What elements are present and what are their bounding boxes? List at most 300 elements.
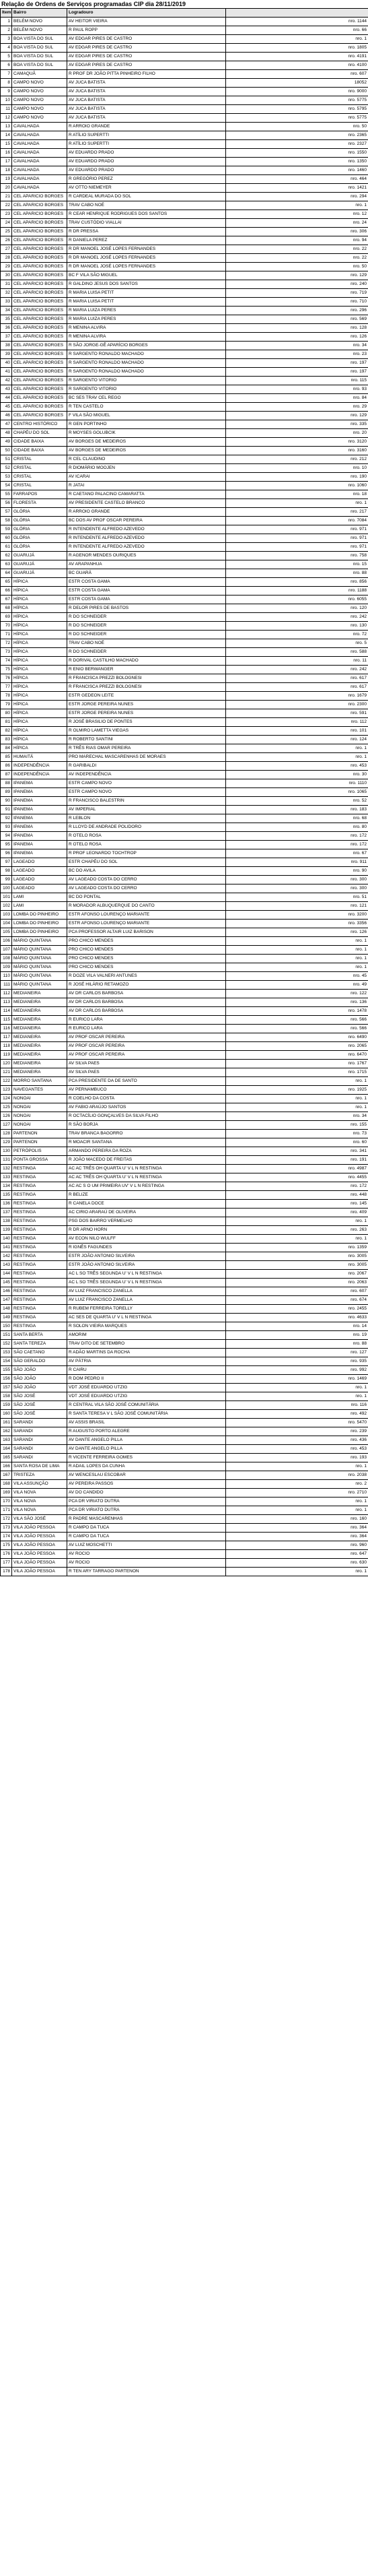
cell-numero: nro. 4191 <box>226 53 368 61</box>
cell-item: 94 <box>1 832 12 841</box>
cell-numero: nro. 6470 <box>226 1051 368 1060</box>
cell-item: 140 <box>1 1235 12 1244</box>
cell-logradouro: R ENIO BERWANGER <box>67 666 226 674</box>
cell-numero: nro. 1 <box>226 1235 368 1244</box>
cell-bairro: HÍPICA <box>12 727 67 736</box>
cell-logradouro: R GREGÓRIO PEREZ <box>67 175 226 184</box>
cell-item: 1 <box>1 18 12 26</box>
cell-bairro: INDEPENDÊNCIA <box>12 771 67 779</box>
table-row <box>1 149 368 158</box>
cell-logradouro: R DOM PEDRO II <box>67 1375 226 1384</box>
cell-item: 106 <box>1 937 12 946</box>
cell-item: 160 <box>1 1410 12 1419</box>
cell-logradouro: ESTR JORGE PEREIRA NUNES <box>67 701 226 709</box>
cell-logradouro: R DR MANOEL JOSÉ LOPES FERNANDES <box>67 263 226 271</box>
cell-numero: nro. 1469 <box>226 1375 368 1384</box>
cell-numero: nro. 3160 <box>226 447 368 455</box>
cell-numero: nro. 1679 <box>226 692 368 701</box>
cell-numero: nro. 617 <box>226 674 368 683</box>
cell-bairro: MEDIANEIRA <box>12 1068 67 1077</box>
cell-logradouro: ESTR JORGE PEREIRA NUNES <box>67 709 226 718</box>
cell-bairro: IPANEMA <box>12 832 67 841</box>
cell-bairro: VILA JOÃO PESSOA <box>12 1568 67 1576</box>
cell-item: 27 <box>1 245 12 254</box>
cell-logradouro: R PAUL ROPP <box>67 26 226 35</box>
cell-logradouro: R RUBEM FERREIRA TORELLY <box>67 1305 226 1314</box>
cell-bairro: VILA NOVA <box>12 1506 67 1515</box>
cell-bairro: RESTINGA <box>12 1244 67 1252</box>
cell-bairro: CENTRO HISTÓRICO <box>12 420 67 429</box>
table-row <box>1 1226 368 1235</box>
cell-bairro: LOMBA DO PINHEIRO <box>12 920 67 928</box>
cell-item: 14 <box>1 131 12 140</box>
table-row <box>1 18 368 26</box>
cell-bairro: CEL APARICIO BORGES <box>12 280 67 289</box>
cell-item: 65 <box>1 578 12 587</box>
cell-bairro: HÍPICA <box>12 595 67 604</box>
cell-item: 121 <box>1 1068 12 1077</box>
cell-item: 168 <box>1 1480 12 1489</box>
table-row <box>1 1191 368 1200</box>
cell-numero: nro. 128 <box>226 324 368 333</box>
cell-item: 58 <box>1 517 12 525</box>
cell-logradouro: R CAIRU <box>67 1366 226 1375</box>
cell-logradouro: R SÃO BORJA <box>67 1121 226 1130</box>
cell-bairro: MÁRIO QUINTANA <box>12 963 67 972</box>
cell-item: 5 <box>1 53 12 61</box>
cell-numero: nro. 101 <box>226 727 368 736</box>
table-row <box>1 53 368 61</box>
table-row <box>1 1086 368 1095</box>
cell-item: 12 <box>1 114 12 123</box>
cell-logradouro: PCA PRESIDENTE DA DE SANTO <box>67 1077 226 1086</box>
table-row <box>1 1270 368 1279</box>
table-row <box>1 1471 368 1480</box>
cell-numero: nro. 935 <box>226 1357 368 1366</box>
table-row <box>1 666 368 674</box>
table-row <box>1 1235 368 1244</box>
cell-item: 49 <box>1 438 12 447</box>
cell-item: 129 <box>1 1138 12 1147</box>
cell-logradouro: AV PROF OSCAR PEREIRA <box>67 1033 226 1042</box>
table-row <box>1 1357 368 1366</box>
cell-numero: nro. 67 <box>226 849 368 858</box>
cell-item: 125 <box>1 1103 12 1112</box>
cell-item: 124 <box>1 1095 12 1103</box>
cell-logradouro: R CENTRAL VILA SÃO JOSÉ COMUNITÁRIA <box>67 1401 226 1410</box>
cell-item: 66 <box>1 587 12 595</box>
cell-logradouro: R JATAI <box>67 482 226 490</box>
cell-numero: nro. 29 <box>226 403 368 412</box>
cell-numero: nro. 73 <box>226 1130 368 1138</box>
cell-item: 116 <box>1 1025 12 1033</box>
cell-item: 114 <box>1 1007 12 1016</box>
cell-item: 79 <box>1 701 12 709</box>
cell-logradouro: AC AC TRÊS OH QUARTA U' V L N RESTINGA <box>67 1165 226 1173</box>
table-row <box>1 1366 368 1375</box>
cell-bairro: CIDADE BAIXA <box>12 447 67 455</box>
table-row <box>1 1480 368 1489</box>
cell-logradouro: R TEN ARY TARRAGO PARTENON <box>67 1568 226 1576</box>
table-row <box>1 569 368 578</box>
cell-logradouro: R GALDINO JESUS DOS SANTOS <box>67 280 226 289</box>
cell-bairro: HÍPICA <box>12 587 67 595</box>
cell-numero: nro. 1 <box>226 1506 368 1515</box>
table-row <box>1 1051 368 1060</box>
cell-numero: nro. 566 <box>226 1025 368 1033</box>
cell-item: 84 <box>1 744 12 753</box>
cell-logradouro: R DO SCHNEIDER <box>67 613 226 622</box>
cell-logradouro: AV IMPERIAL <box>67 806 226 814</box>
table-row <box>1 517 368 525</box>
cell-bairro: HÍPICA <box>12 736 67 744</box>
cell-item: 172 <box>1 1515 12 1524</box>
table-row <box>1 193 368 201</box>
cell-logradouro: R EURICO LARA <box>67 1016 226 1025</box>
table-row <box>1 911 368 920</box>
table-row <box>1 753 368 762</box>
cell-numero: nro. 191 <box>226 1156 368 1165</box>
cell-numero: nro. 197 <box>226 368 368 377</box>
cell-bairro: SARANDI <box>12 1436 67 1445</box>
cell-logradouro: R OTELO ROSA <box>67 841 226 849</box>
cell-numero: nro. 22 <box>226 254 368 263</box>
cell-item: 163 <box>1 1436 12 1445</box>
table-body <box>1 18 368 1576</box>
cell-item: 92 <box>1 814 12 823</box>
cell-bairro: SARANDI <box>12 1445 67 1454</box>
cell-numero: nro. 68 <box>226 814 368 823</box>
table-row <box>1 1173 368 1182</box>
table-row <box>1 482 368 490</box>
cell-bairro: FLORESTA <box>12 499 67 508</box>
cell-bairro: CAVALHADA <box>12 140 67 149</box>
cell-bairro: SÃO GERALDO <box>12 1357 67 1366</box>
table-row <box>1 1305 368 1314</box>
table-row <box>1 508 368 517</box>
cell-logradouro: AV PROF OSCAR PEREIRA <box>67 1042 226 1051</box>
table-row <box>1 1515 368 1524</box>
cell-item: 177 <box>1 1559 12 1568</box>
table-row <box>1 1550 368 1559</box>
cell-numero: nro. 1715 <box>226 1068 368 1077</box>
cell-numero: nro. 190 <box>226 473 368 482</box>
cell-bairro: SÃO CAETANO <box>12 1349 67 1357</box>
cell-bairro: RESTINGA <box>12 1235 67 1244</box>
table-row <box>1 228 368 236</box>
cell-logradouro: BC F VILA SÃO MIGUEL <box>67 271 226 280</box>
cell-item: 42 <box>1 377 12 385</box>
cell-item: 11 <box>1 105 12 114</box>
table-row <box>1 1296 368 1305</box>
table-row <box>1 1060 368 1068</box>
table-row <box>1 674 368 683</box>
cell-logradouro: AV ROCIO <box>67 1550 226 1559</box>
cell-item: 24 <box>1 219 12 228</box>
cell-item: 169 <box>1 1489 12 1498</box>
table-row <box>1 631 368 639</box>
cell-item: 59 <box>1 525 12 534</box>
cell-numero: nro. 341 <box>226 1147 368 1156</box>
cell-item: 146 <box>1 1287 12 1296</box>
cell-numero: nro. 1 <box>226 937 368 946</box>
cell-bairro: SANTA BERTA <box>12 1331 67 1340</box>
cell-bairro: CEL APARICIO BORGES <box>12 359 67 368</box>
cell-logradouro: AMORIM <box>67 1331 226 1340</box>
cell-bairro: CEL APARICIO BORGES <box>12 271 67 280</box>
cell-bairro: RESTINGA <box>12 1217 67 1226</box>
cell-item: 21 <box>1 193 12 201</box>
cell-bairro: CAVALHADA <box>12 149 67 158</box>
cell-bairro: GLÓRIA <box>12 543 67 552</box>
cell-item: 22 <box>1 201 12 210</box>
cell-bairro: MEDIANEIRA <box>12 1007 67 1016</box>
cell-bairro: IPANEMA <box>12 779 67 788</box>
table-row <box>1 692 368 701</box>
cell-bairro: SANTA ROSA DE LIMA <box>12 1462 67 1471</box>
cell-numero: nro. 9000 <box>226 88 368 96</box>
cell-numero: nro. 34 <box>226 342 368 350</box>
cell-item: 147 <box>1 1296 12 1305</box>
table-row <box>1 1384 368 1392</box>
cell-item: 118 <box>1 1042 12 1051</box>
table-row <box>1 534 368 543</box>
table-row <box>1 998 368 1007</box>
cell-logradouro: AV LUIZ MOSCHETTI <box>67 1541 226 1550</box>
cell-numero: nro. 4455 <box>226 1173 368 1182</box>
cell-item: 6 <box>1 61 12 70</box>
cell-item: 19 <box>1 175 12 184</box>
cell-logradouro: AC L SO TRÊS SEGUNDA U' V L N RESTINGA <box>67 1279 226 1287</box>
cell-item: 62 <box>1 552 12 560</box>
cell-item: 89 <box>1 788 12 797</box>
cell-numero: nro. 3120 <box>226 438 368 447</box>
cell-numero: nro. 971 <box>226 543 368 552</box>
table-row <box>1 771 368 779</box>
cell-logradouro: F VILA SÃO MIGUEL <box>67 412 226 420</box>
cell-item: 96 <box>1 849 12 858</box>
cell-logradouro: R MARIA LUIZA PERES <box>67 315 226 324</box>
cell-item: 115 <box>1 1016 12 1025</box>
cell-logradouro: R CAETANO PALACINO CAMARATTA <box>67 490 226 499</box>
cell-bairro: HÍPICA <box>12 648 67 657</box>
cell-numero: nro. 1 <box>226 1103 368 1112</box>
cell-logradouro: AV SILVA PAES <box>67 1060 226 1068</box>
cell-logradouro: R SARGENTO RONALDO MACHADO <box>67 359 226 368</box>
table-row <box>1 657 368 666</box>
cell-item: 9 <box>1 88 12 96</box>
cell-logradouro: R SÃO JORGE-GÊ APARÍCIO BORGES <box>67 342 226 350</box>
cell-bairro: MEDIANEIRA <box>12 998 67 1007</box>
cell-item: 164 <box>1 1445 12 1454</box>
cell-bairro: SÃO JOSÉ <box>12 1392 67 1401</box>
cell-item: 15 <box>1 140 12 149</box>
cell-logradouro: R SANTA TERESA V L SÃO JOSÉ COMUNITÁRIA <box>67 1410 226 1419</box>
table-row <box>1 333 368 342</box>
cell-bairro: CEL APARICIO BORGES <box>12 245 67 254</box>
cell-item: 167 <box>1 1471 12 1480</box>
cell-logradouro: R GARIBALDI <box>67 762 226 771</box>
cell-numero: nro. 239 <box>226 1427 368 1436</box>
cell-item: 123 <box>1 1086 12 1095</box>
cell-logradouro: AV DANTE ANGELO PILLA <box>67 1445 226 1454</box>
cell-logradouro: R ARROIO GRANDE <box>67 508 226 517</box>
cell-item: 104 <box>1 920 12 928</box>
cell-numero: nro. 1925 <box>226 1086 368 1095</box>
cell-logradouro: AV EDGAR PIRES DE CASTRO <box>67 53 226 61</box>
cell-numero: nro. 88 <box>226 569 368 578</box>
cell-logradouro: AV JUCA BATISTA <box>67 79 226 88</box>
cell-numero: nro. 1 <box>226 744 368 753</box>
cell-logradouro: AV PRESIDENTE CASTELO BRANCO <box>67 499 226 508</box>
cell-logradouro: ESTR CHAPÉU DO SOL <box>67 858 226 867</box>
cell-item: 25 <box>1 228 12 236</box>
cell-numero: nro. 45 <box>226 972 368 981</box>
table-row <box>1 175 368 184</box>
cell-logradouro: AV EDGAR PIRES DE CASTRO <box>67 61 226 70</box>
cell-item: 63 <box>1 560 12 569</box>
cell-item: 136 <box>1 1200 12 1209</box>
cell-logradouro: R SOLON VIEIRA MARQUES <box>67 1322 226 1331</box>
cell-numero: nro. 22 <box>226 245 368 254</box>
cell-numero: nro. 11 <box>226 657 368 666</box>
cell-numero: nro. 217 <box>226 508 368 517</box>
cell-numero: nro. 129 <box>226 412 368 420</box>
table-row <box>1 1287 368 1296</box>
table-row <box>1 455 368 464</box>
cell-item: 26 <box>1 236 12 245</box>
cell-logradouro: AV ARAPANHUA <box>67 560 226 569</box>
cell-logradouro: R DR PRESSA <box>67 228 226 236</box>
cell-item: 173 <box>1 1524 12 1533</box>
cell-item: 93 <box>1 823 12 832</box>
cell-bairro: HÍPICA <box>12 674 67 683</box>
header-item: Item <box>1 9 12 18</box>
cell-item: 70 <box>1 622 12 631</box>
cell-logradouro: ESTR COSTA GAMA <box>67 578 226 587</box>
cell-item: 156 <box>1 1375 12 1384</box>
cell-item: 60 <box>1 534 12 543</box>
cell-item: 103 <box>1 911 12 920</box>
cell-logradouro: R EURICO LARA <box>67 1025 226 1033</box>
table-row <box>1 1410 368 1419</box>
cell-item: 86 <box>1 762 12 771</box>
cell-item: 135 <box>1 1191 12 1200</box>
cell-numero: nro. 2067 <box>226 1270 368 1279</box>
cell-bairro: HÍPICA <box>12 622 67 631</box>
cell-logradouro: AV DR CARLOS BARBOSA <box>67 1007 226 1016</box>
table-row <box>1 1462 368 1471</box>
table-row <box>1 1182 368 1191</box>
table-row <box>1 639 368 648</box>
cell-bairro: CAMAQUÃ <box>12 70 67 79</box>
table-row <box>1 1200 368 1209</box>
cell-logradouro: R FRANCISCA PREZZI BOLOGNESI <box>67 674 226 683</box>
cell-numero: nro. 116 <box>226 1401 368 1410</box>
cell-item: 44 <box>1 394 12 403</box>
cell-item: 119 <box>1 1051 12 1060</box>
cell-item: 43 <box>1 385 12 394</box>
cell-logradouro: AV LUIZ FRANCISCO ZANELLA <box>67 1287 226 1296</box>
table-row <box>1 622 368 631</box>
cell-numero: nro. 1359 <box>226 1244 368 1252</box>
cell-numero: nro. 453 <box>226 1445 368 1454</box>
cell-logradouro: R DO SCHNEIDER <box>67 648 226 657</box>
cell-numero: nro. 5775 <box>226 114 368 123</box>
table-row <box>1 744 368 753</box>
cell-numero: nro. 960 <box>226 1541 368 1550</box>
cell-bairro: RESTINGA <box>12 1261 67 1270</box>
cell-bairro: LAGEADO <box>12 884 67 893</box>
cell-item: 155 <box>1 1366 12 1375</box>
cell-logradouro: R CEAR HENRIQUE RODRIGUES DOS SANTOS <box>67 210 226 219</box>
table-row <box>1 928 368 937</box>
table-row <box>1 884 368 893</box>
cell-logradouro: R ADÃO MARTINS DA ROCHA <box>67 1349 226 1357</box>
cell-logradouro: R DANIELA PEREZ <box>67 236 226 245</box>
cell-item: 36 <box>1 324 12 333</box>
cell-item: 127 <box>1 1121 12 1130</box>
cell-numero: nro. 2 <box>226 1480 368 1489</box>
cell-bairro: CAVALHADA <box>12 175 67 184</box>
cell-numero: nro. 4633 <box>226 1314 368 1322</box>
cell-numero: nro. 588 <box>226 648 368 657</box>
table-row <box>1 552 368 560</box>
cell-item: 97 <box>1 858 12 867</box>
cell-logradouro: R DOZE VILA VALNERI ANTUNES <box>67 972 226 981</box>
cell-bairro: RESTINGA <box>12 1209 67 1217</box>
cell-logradouro: R SARGENTO VITORIO <box>67 377 226 385</box>
cell-logradouro: R CAMPO DA TUCA <box>67 1533 226 1541</box>
cell-logradouro: VDT JOSÉ EDUARDO UTZIG <box>67 1384 226 1392</box>
cell-logradouro: PCA DR VIRIATO DUTRA <box>67 1498 226 1506</box>
table-row <box>1 1401 368 1410</box>
cell-logradouro: PRO CHICO MENDES <box>67 946 226 955</box>
cell-item: 95 <box>1 841 12 849</box>
cell-logradouro: ESTR JOÃO ANTONIO SILVEIRA <box>67 1252 226 1261</box>
cell-bairro: SÃO JOÃO <box>12 1384 67 1392</box>
cell-bairro: MORRO SANTANA <box>12 1077 67 1086</box>
table-row <box>1 377 368 385</box>
cell-numero: nro. 1 <box>226 946 368 955</box>
cell-numero: nro. 591 <box>226 709 368 718</box>
cell-logradouro: AV OTTO NIEMEYER <box>67 184 226 193</box>
cell-numero: nro. 6490 <box>226 1033 368 1042</box>
cell-numero: nro. 1 <box>226 1384 368 1392</box>
cell-bairro: LAGEADO <box>12 858 67 867</box>
cell-numero: nro. 306 <box>226 228 368 236</box>
table-row <box>1 368 368 377</box>
cell-bairro: LAGEADO <box>12 876 67 884</box>
cell-numero: nro. 5470 <box>226 1419 368 1427</box>
cell-item: 68 <box>1 604 12 613</box>
cell-numero: nro. 3356 <box>226 920 368 928</box>
cell-numero: nro. 145 <box>226 1200 368 1209</box>
cell-numero: nro. 18 <box>226 490 368 499</box>
cell-bairro: CAMPO NOVO <box>12 105 67 114</box>
table-row <box>1 26 368 35</box>
cell-numero: nro. 1 <box>226 1392 368 1401</box>
table-row <box>1 236 368 245</box>
table-row <box>1 420 368 429</box>
table-row <box>1 762 368 771</box>
cell-item: 34 <box>1 307 12 315</box>
cell-item: 33 <box>1 298 12 307</box>
cell-bairro: CEL APARICIO BORGES <box>12 342 67 350</box>
cell-logradouro: AV FABIO ARAÚJO SANTOS <box>67 1103 226 1112</box>
table-row <box>1 412 368 420</box>
cell-bairro: IPANEMA <box>12 823 67 832</box>
